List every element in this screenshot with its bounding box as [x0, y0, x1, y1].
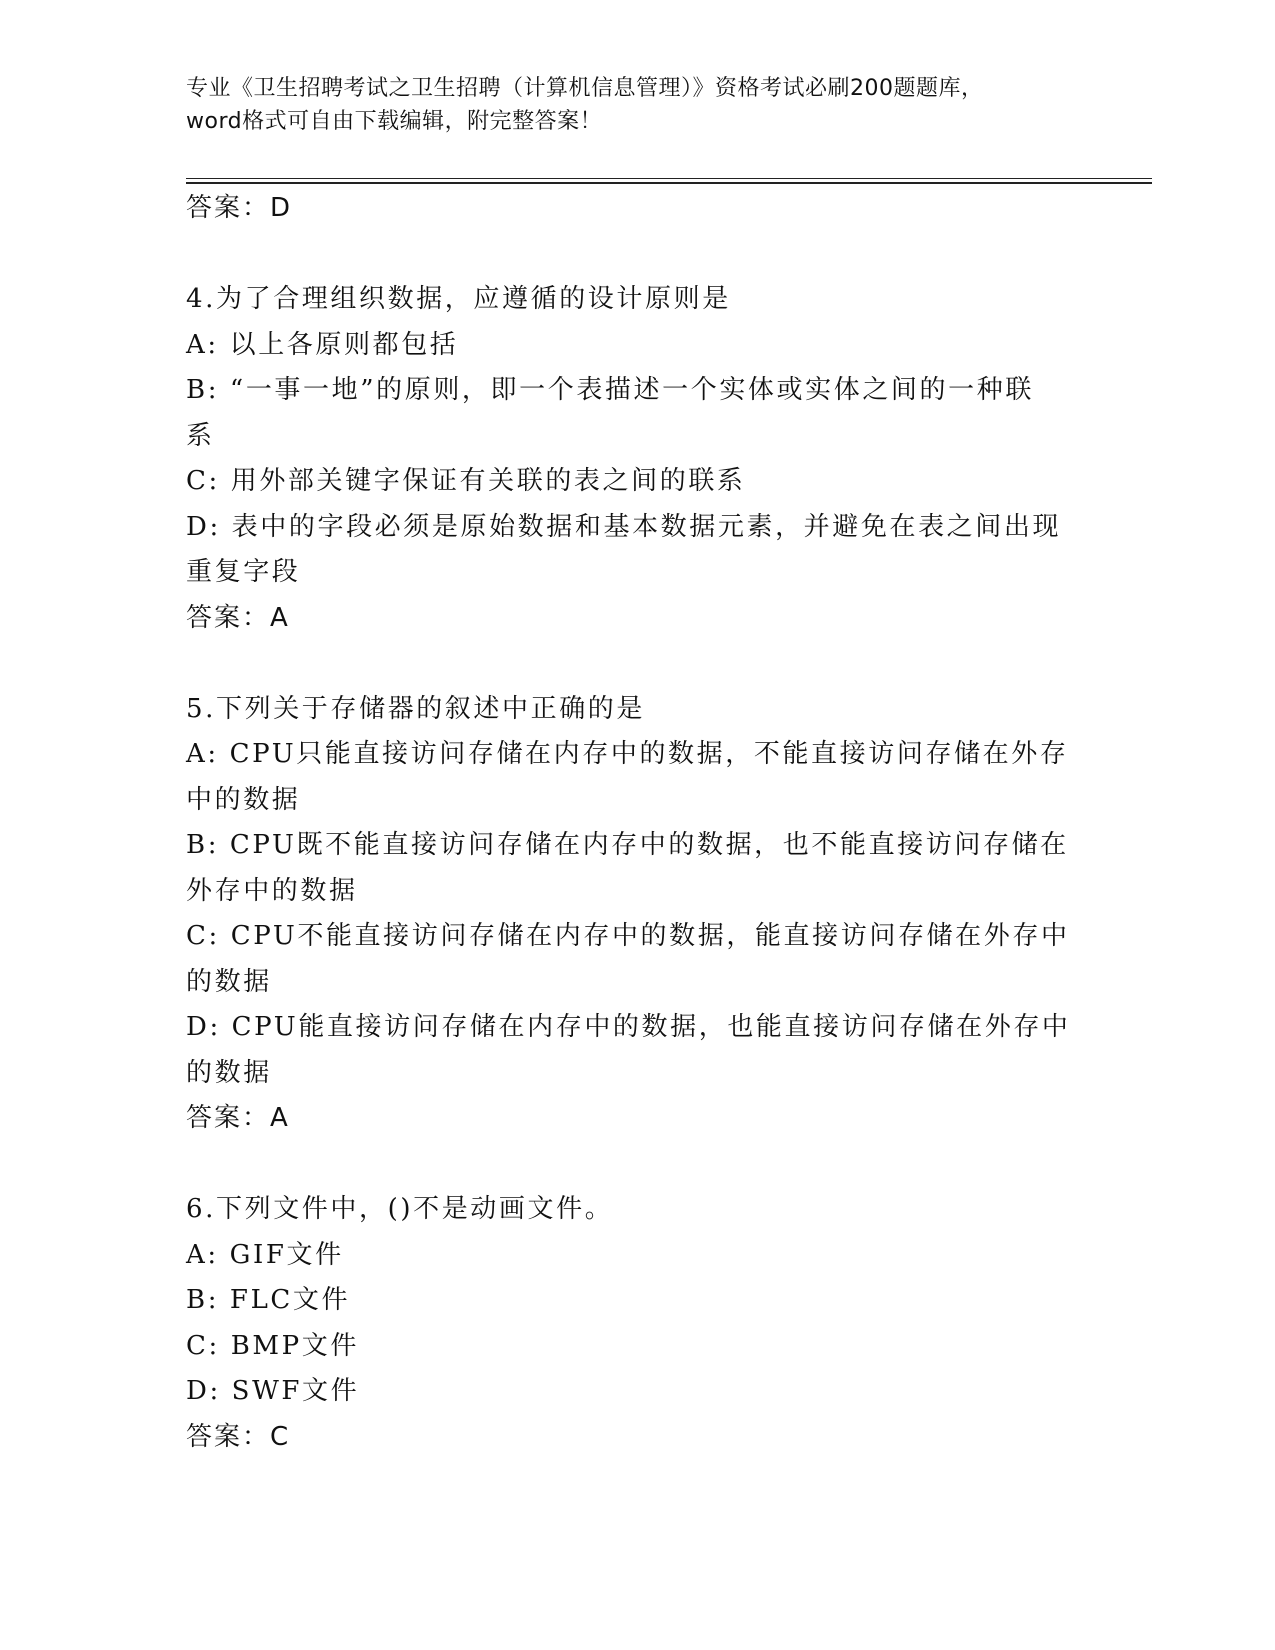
question-stem: 4.为了合理组织数据，应遵循的设计原则是 [186, 284, 731, 314]
header-line-2: word格式可自由下载编辑，附完整答案！ [186, 109, 603, 134]
option-a: A: CPU只能直接访问存储在内存中的数据，不能直接访问存储在外存 [186, 739, 1069, 769]
question-stem: 6.下列文件中，()不是动画文件。 [186, 1194, 614, 1224]
question-stem: 5.下列关于存储器的叙述中正确的是 [186, 693, 646, 724]
option-c: C: CPU不能直接访问存储在内存中的数据，能直接访问存储在外存中 [186, 921, 1070, 951]
option-a: A: 以上各原则都包括 [186, 329, 459, 360]
document-body [186, 186, 1086, 1460]
option-b-continued: 外存中的数据 [186, 875, 358, 906]
question-answer: 答案：A [186, 602, 290, 633]
previous-answer: 答案：D [186, 193, 293, 223]
option-b: B: “一事一地”的原则，即一个表描述一个实体或实体之间的一种联 [186, 375, 1034, 405]
question-answer: 答案：A [186, 1103, 290, 1133]
option-a: A: GIF文件 [186, 1239, 344, 1270]
option-c: C: BMP文件 [186, 1330, 359, 1361]
option-d-continued: 重复字段 [186, 557, 301, 587]
spacer [186, 641, 1086, 687]
option-c: C: 用外部关键字保证有关联的表之间的联系 [186, 466, 746, 496]
header-line-1: 专业《卫生招聘考试之卫生招聘（计算机信息管理）》资格考试必刷200题题库， [186, 76, 984, 101]
option-d: D: CPU能直接访问存储在内存中的数据，也能直接访问存储在外存中 [186, 1012, 1071, 1042]
header-rule-thick [186, 182, 1152, 184]
question-block [186, 277, 1086, 641]
option-a-continued: 中的数据 [186, 784, 301, 815]
spacer [186, 1142, 1086, 1188]
option-b: B: CPU既不能直接访问存储在内存中的数据，也不能直接访问存储在 [186, 830, 1069, 860]
option-d: D: SWF文件 [186, 1376, 360, 1406]
option-d-continued: 的数据 [186, 1057, 272, 1088]
option-b-continued: 系 [186, 420, 215, 451]
option-c-continued: 的数据 [186, 966, 272, 997]
question-block [186, 1187, 1086, 1460]
header-rule-thin [186, 178, 1152, 179]
option-d: D: 表中的字段必须是原始数据和基本数据元素，并避免在表之间出现 [186, 511, 1062, 542]
document-header [186, 72, 1086, 138]
question-answer: 答案：C [186, 1421, 291, 1452]
spacer [186, 232, 1086, 278]
option-b: B: FLC文件 [186, 1285, 351, 1315]
question-block [186, 687, 1086, 1142]
